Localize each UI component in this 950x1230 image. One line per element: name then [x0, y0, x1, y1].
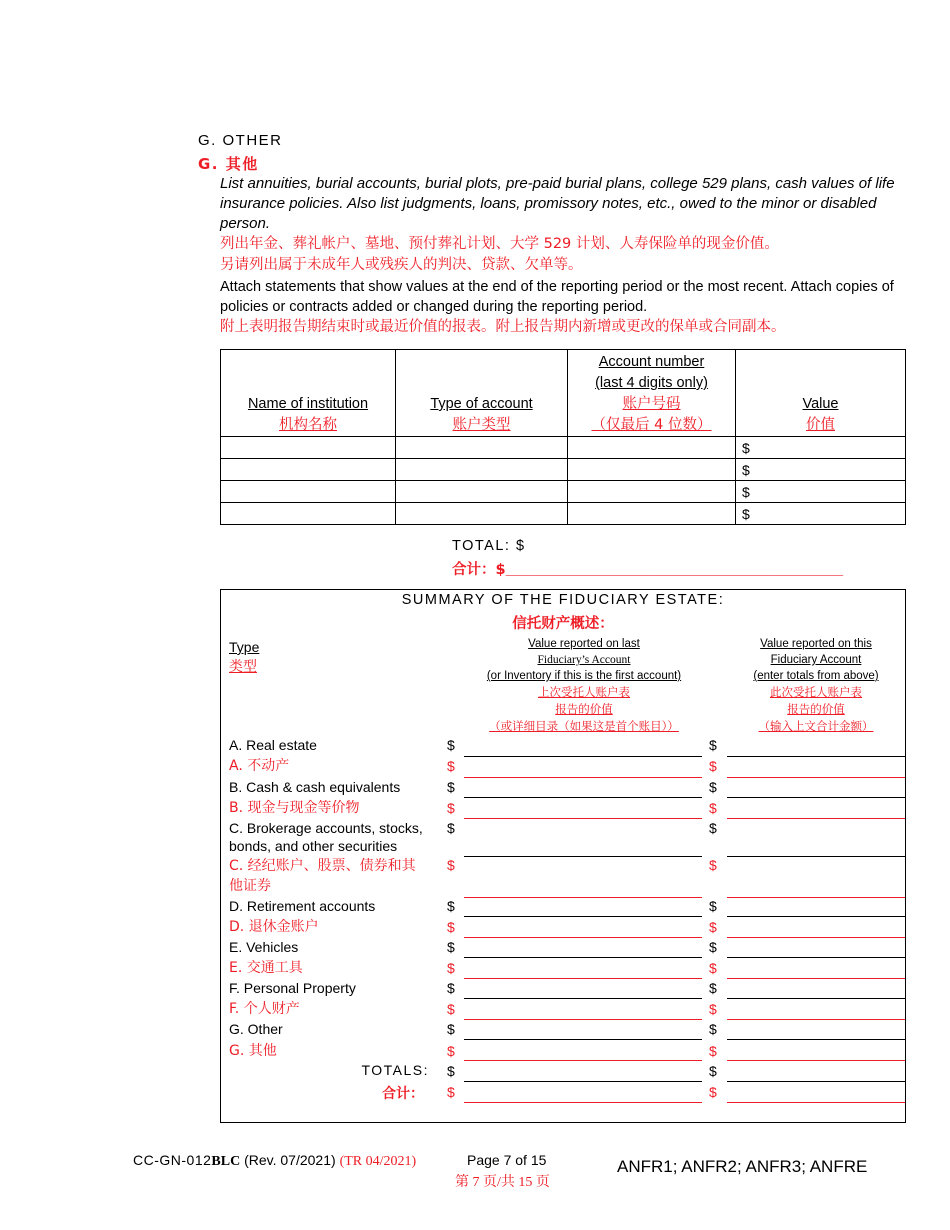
last-value-field[interactable]: [464, 937, 702, 938]
dollar-sign: $: [447, 737, 455, 753]
this-value-field[interactable]: [727, 957, 905, 958]
header-account-type: Type of account 账户类型: [396, 350, 568, 437]
dollar-sign: $: [709, 857, 717, 873]
summary-title-en: SUMMARY OF THE FIDUCIARY ESTATE:: [401, 592, 725, 608]
dollar-sign: $: [447, 980, 455, 996]
cell-type[interactable]: [396, 459, 568, 481]
row-c-en: C. Brokerage accounts, stocks, bonds, and other securities: [229, 820, 423, 854]
dollar-sign: $: [447, 960, 455, 976]
dollar-sign: $: [447, 758, 455, 774]
dollar-sign: $: [447, 898, 455, 914]
dollar-sign: $: [709, 1084, 717, 1100]
this-value-field[interactable]: [727, 937, 905, 938]
this-value-field[interactable]: [727, 978, 905, 979]
last-value-field[interactable]: [464, 957, 702, 958]
section-title-en: G. OTHER: [198, 132, 283, 149]
section-title-zh: G. 其他: [198, 155, 259, 173]
dollar-sign: $: [709, 820, 717, 836]
cell-institution[interactable]: [221, 481, 396, 503]
table-row: [221, 481, 906, 503]
form-id: CC-GN-012BLC (Rev. 07/2021) (TR 04/2021): [133, 1152, 417, 1169]
type-header: Type 类型: [229, 639, 260, 675]
attach-instructions-zh: 附上表明报告期结束时或最近价值的报表。附上报告期内新增或更改的保单或合同副本。: [220, 319, 786, 335]
dollar-sign: $: [709, 1063, 717, 1079]
row-d-zh: D. 退休金账户: [229, 919, 319, 935]
row-a-zh: A. 不动产: [229, 758, 290, 774]
dollar-sign: $: [447, 919, 455, 935]
page-number-en: Page 7 of 15: [467, 1152, 547, 1168]
this-value-field[interactable]: [727, 797, 905, 798]
this-value-field[interactable]: [727, 1102, 905, 1103]
this-value-field[interactable]: [727, 897, 905, 898]
row-g-en: G. Other: [229, 1021, 283, 1037]
row-e-en: E. Vehicles: [229, 939, 299, 955]
this-value-field[interactable]: [727, 1060, 905, 1061]
dollar-sign: $: [709, 939, 717, 955]
cell-institution[interactable]: [221, 437, 396, 459]
cell-account-number[interactable]: [568, 503, 736, 525]
dollar-sign: $: [709, 1043, 717, 1059]
cell-value[interactable]: $: [736, 503, 906, 525]
last-value-field[interactable]: [464, 998, 702, 999]
dollar-sign: $: [709, 960, 717, 976]
instructions-zh-1: 列出年金、葬礼帐户、墓地、预付葬礼计划、大学 529 计划、人寿保险单的现金价值。: [220, 236, 779, 252]
dollar-sign: $: [447, 820, 455, 836]
total-label-zh: 合计：$_____________________________________________: [452, 562, 844, 578]
dollar-sign: $: [709, 919, 717, 935]
row-b-en: B. Cash & cash equivalents: [229, 779, 401, 795]
last-value-field[interactable]: [464, 1039, 702, 1040]
this-value-field[interactable]: [727, 916, 905, 917]
dollar-sign: $: [709, 1021, 717, 1037]
dollar-sign: $: [447, 800, 455, 816]
this-value-field[interactable]: [727, 1039, 905, 1040]
cell-account-number[interactable]: [568, 481, 736, 503]
last-value-field[interactable]: [464, 1019, 702, 1020]
dollar-sign: $: [709, 1001, 717, 1017]
accounts-table: [220, 349, 906, 525]
row-e-zh: E. 交通工具: [229, 960, 303, 976]
dollar-sign: $: [447, 779, 455, 795]
header-institution: Name of institution 机构名称: [221, 350, 396, 437]
this-value-field[interactable]: [727, 1081, 905, 1082]
last-value-field[interactable]: [464, 978, 702, 979]
row-a-en: A. Real estate: [229, 737, 317, 753]
last-value-field[interactable]: [464, 1102, 702, 1103]
dollar-sign: $: [709, 737, 717, 753]
cell-type[interactable]: [396, 437, 568, 459]
dollar-sign: $: [447, 939, 455, 955]
form-codes: ANFR1; ANFR2; ANFR3; ANFRE: [617, 1157, 868, 1176]
totals-label-zh: 合计：: [382, 1086, 424, 1102]
last-value-field[interactable]: [464, 797, 702, 798]
instructions-zh-2: 另请列出属于未成年人或残疾人的判决、贷款、欠单等。: [220, 257, 583, 273]
row-c-zh: C. 经纪账户、股票、债券和其他证券: [229, 858, 416, 894]
table-header-row: [221, 350, 906, 437]
this-value-field[interactable]: [727, 998, 905, 999]
cell-value[interactable]: $: [736, 481, 906, 503]
this-value-field[interactable]: [727, 1019, 905, 1020]
row-b-zh: B. 现金与现金等价物: [229, 800, 360, 816]
last-value-field[interactable]: [464, 818, 702, 819]
table-row: [221, 437, 906, 459]
this-value-field[interactable]: [727, 818, 905, 819]
table-row: [221, 459, 906, 481]
cell-type[interactable]: [396, 503, 568, 525]
last-value-field[interactable]: [464, 1081, 702, 1082]
last-value-field[interactable]: [464, 897, 702, 898]
dollar-sign: $: [709, 758, 717, 774]
header-account-number: Account number (last 4 digits only) 账户号码 （仅最后 4 位数）: [568, 350, 736, 437]
table-row: [221, 503, 906, 525]
cell-institution[interactable]: [221, 459, 396, 481]
this-value-field[interactable]: [727, 777, 905, 778]
cell-value[interactable]: $: [736, 437, 906, 459]
last-value-field[interactable]: [464, 777, 702, 778]
dollar-sign: $: [709, 898, 717, 914]
row-f-zh: F. 个人财产: [229, 1001, 300, 1017]
summary-title-zh: 信托财产概述：: [512, 616, 614, 632]
this-value-field[interactable]: [727, 756, 905, 757]
cell-account-number[interactable]: [568, 459, 736, 481]
last-value-field[interactable]: [464, 756, 702, 757]
last-value-field[interactable]: [464, 856, 702, 857]
header-value: Value 价值: [736, 350, 906, 437]
cell-institution[interactable]: [221, 503, 396, 525]
total-label-en: TOTAL: $: [452, 538, 526, 554]
row-g-zh: G. 其他: [229, 1043, 277, 1059]
dollar-sign: $: [709, 980, 717, 996]
dollar-sign: $: [709, 800, 717, 816]
col-last-header: Value reported on last Fiduciary’s Account (or Inventory if this is the first account) 上次受托人账户表 报告的价值 （或详细目录（如果这是首个账目））: [486, 638, 682, 733]
dollar-sign: $: [447, 1063, 455, 1079]
dollar-sign: $: [709, 779, 717, 795]
cell-type[interactable]: [396, 481, 568, 503]
last-value-field[interactable]: [464, 916, 702, 917]
instructions-en: List annuities, burial accounts, burial plots, pre-paid burial plans, college 529 plans, cash values of life insurance policies. Also list judgments, loans, promissory notes, etc., owed to the minor or disabled person.: [220, 175, 895, 232]
dollar-sign: $: [447, 1001, 455, 1017]
dollar-sign: $: [447, 1021, 455, 1037]
this-value-field[interactable]: [727, 856, 905, 857]
row-f-en: F. Personal Property: [229, 980, 356, 996]
summary-box: [220, 589, 906, 1123]
cell-account-number[interactable]: [568, 437, 736, 459]
page-number-zh: 第 7 页/共 15 页: [455, 1175, 550, 1190]
cell-value[interactable]: $: [736, 459, 906, 481]
dollar-sign: $: [447, 1084, 455, 1100]
col-this-header: Value reported on this Fiduciary Account (enter totals from above) 此次受托人账户表 报告的价值 （输入上文合计金额）: [753, 638, 879, 733]
totals-label-en: TOTALS:: [361, 1062, 429, 1078]
total-field[interactable]: _____________________________________________: [505, 564, 844, 578]
row-d-en: D. Retirement accounts: [229, 898, 376, 914]
attach-instructions-en: Attach statements that show values at the end of the reporting period or the most recent. Attach copies of policies or contracts added or changed during the reporting period.: [220, 279, 894, 315]
dollar-sign: $: [447, 1043, 455, 1059]
last-value-field[interactable]: [464, 1060, 702, 1061]
dollar-sign: $: [447, 857, 455, 873]
